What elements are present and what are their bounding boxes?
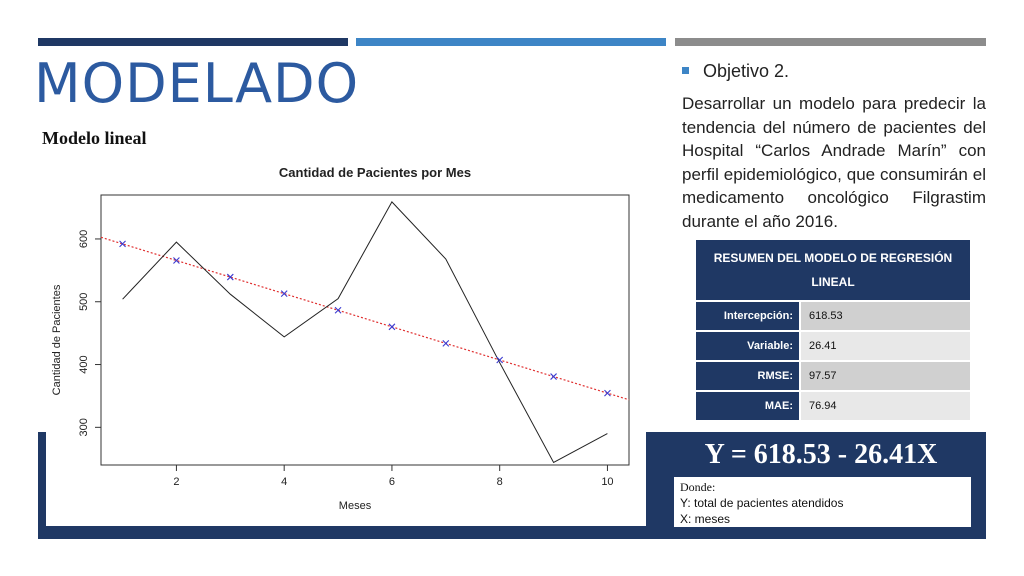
table-row	[696, 331, 970, 361]
x-tick-label: 4	[281, 476, 288, 488]
row-value: 26.41	[800, 331, 970, 361]
legend-y: Y: total de pacientes atendidos	[680, 496, 844, 510]
regression-summary-table	[696, 240, 970, 420]
legend-title: Donde:	[680, 480, 716, 494]
row-label: MAE:	[696, 391, 800, 420]
x-tick-label: 2	[173, 476, 180, 488]
objective-description: Desarrollar un modelo para predecir la tendencia del número de pacientes del Hospital “Carlos Andrade Marín” con perfil epidemiológico, que consumirán el medicamento oncológico Filgrastim durante el año 2016.	[682, 94, 986, 231]
accent-bar-blue	[356, 38, 666, 46]
table-row	[696, 391, 970, 420]
fit-point-marker	[281, 291, 287, 297]
objective-bullet	[682, 61, 789, 82]
observed-series-line	[123, 202, 608, 463]
x-tick-label: 10	[601, 476, 614, 488]
row-label: RMSE:	[696, 361, 800, 391]
table-row	[696, 301, 970, 331]
row-label: Intercepción:	[696, 301, 800, 331]
y-tick-label: 400	[78, 355, 90, 374]
fit-point-marker	[604, 390, 610, 396]
x-axis-label: Meses	[338, 500, 372, 512]
y-tick-label: 300	[78, 418, 90, 437]
fit-point-marker	[173, 257, 179, 263]
patients-chart	[46, 150, 646, 526]
y-tick-label: 500	[78, 292, 90, 311]
fit-point-marker	[120, 241, 126, 247]
y-axis-label: Cantidad de Pacientes	[51, 284, 63, 396]
slide-subtitle: Modelo lineal	[42, 128, 147, 148]
row-value: 97.57	[800, 361, 970, 391]
square-bullet-icon	[682, 67, 689, 74]
row-value: 618.53	[800, 301, 970, 331]
legend-x: X: meses	[680, 512, 731, 526]
table-row	[696, 361, 970, 391]
fit-point-marker	[335, 307, 341, 313]
fit-point-marker	[443, 340, 449, 346]
x-tick-label: 8	[496, 476, 503, 488]
objective-label: Objetivo 2.	[703, 61, 790, 81]
slide-title: MODELADO	[34, 52, 360, 115]
fit-line	[101, 237, 629, 400]
fit-point-marker	[551, 374, 557, 380]
y-tick-label: 600	[78, 229, 90, 249]
accent-bar-navy	[38, 38, 348, 46]
summary-header: RESUMEN DEL MODELO DE REGRESIÓN LINEAL	[696, 240, 970, 301]
chart-title: Cantidad de Pacientes por Mes	[278, 165, 472, 180]
row-label: Variable:	[696, 331, 800, 361]
regression-equation: Y = 618.53 - 26.41X	[704, 439, 938, 470]
row-value: 76.94	[800, 391, 970, 420]
accent-bar-gray	[675, 38, 986, 46]
fit-point-marker	[389, 324, 395, 330]
fit-point-marker	[227, 274, 233, 280]
plot-frame	[101, 195, 629, 465]
x-tick-label: 6	[388, 476, 396, 488]
variable-legend	[674, 477, 971, 527]
